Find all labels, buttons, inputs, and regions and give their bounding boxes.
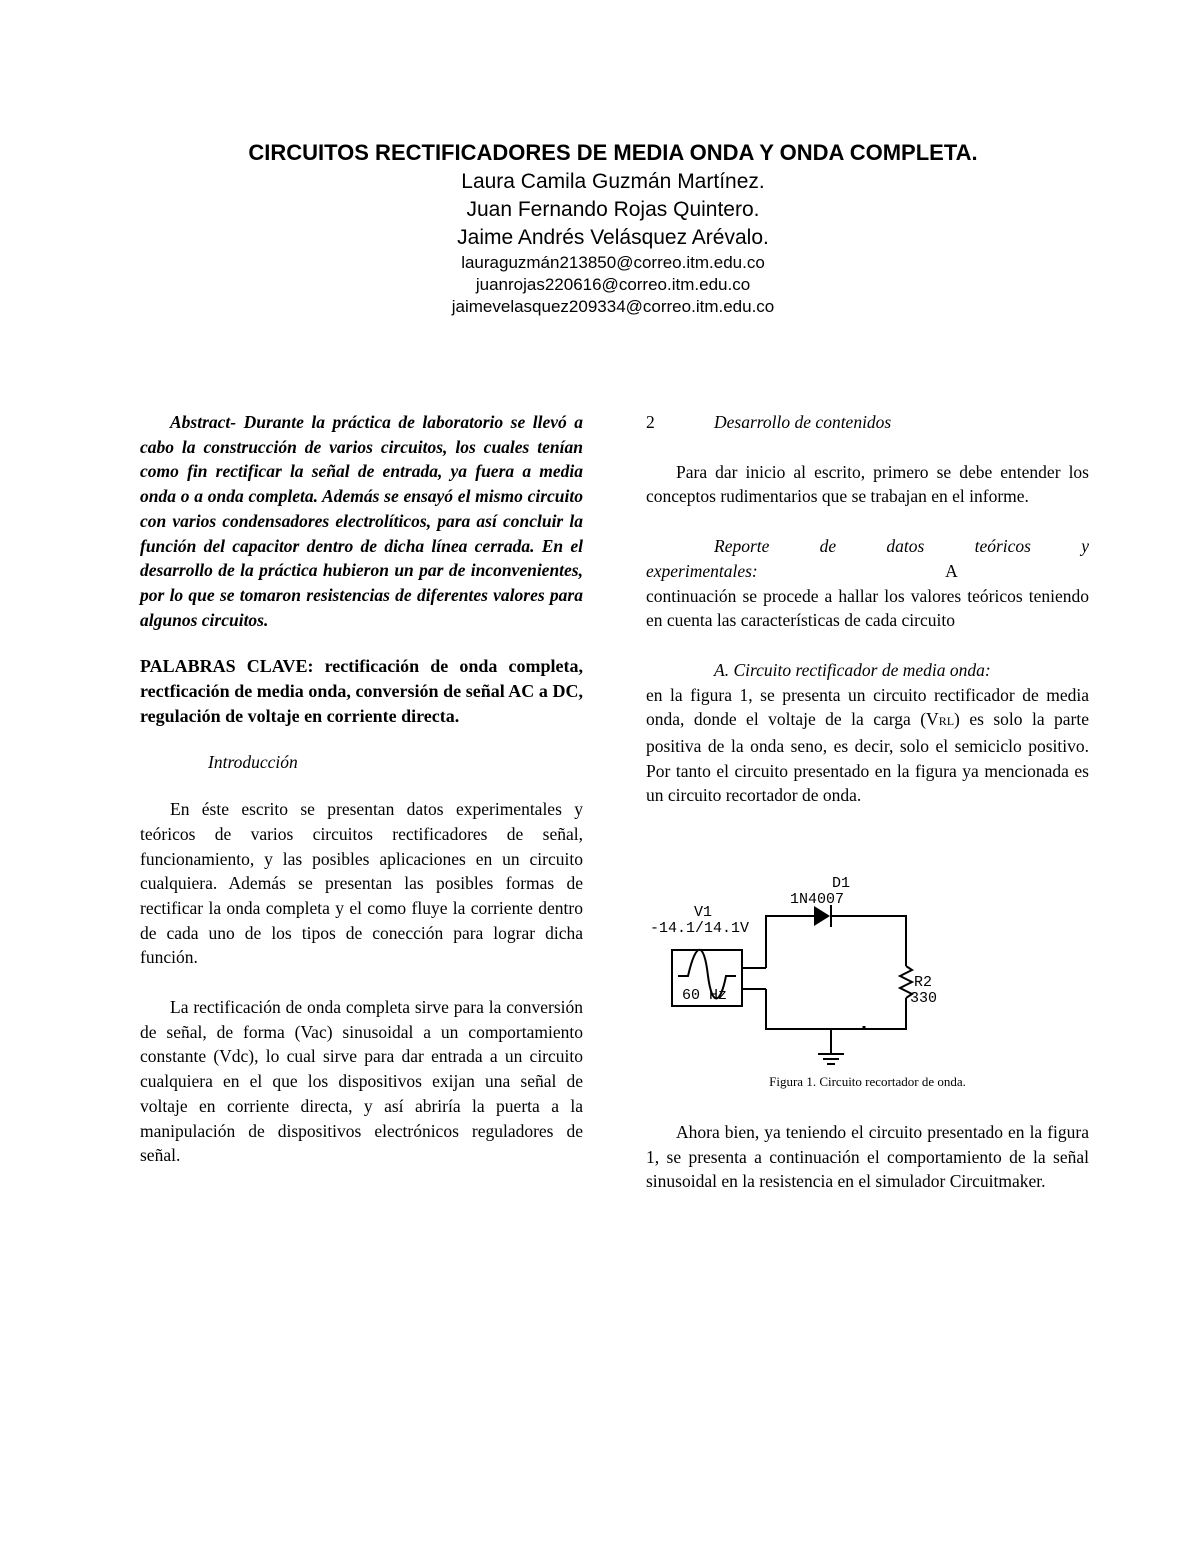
diode-icon	[814, 906, 830, 926]
source-frequency: 60 Hz	[682, 987, 728, 1005]
d1-value: 1N4007	[790, 891, 845, 909]
author-2: Juan Fernando Rojas Quintero.	[466, 198, 760, 221]
report-a: A	[945, 560, 958, 581]
paragraph-1: Para dar inicio al escrito, primero se debe entender los conceptos rudimentarios que se trabajan en el informe.	[646, 461, 1089, 507]
paper-title: CIRCUITOS RECTIFICADORES DE MEDIA ONDA Y ONDA COMPLETA.	[248, 140, 978, 165]
email-2: juanrojas220616@correo.itm.edu.co	[475, 275, 751, 294]
d1-label: D1	[832, 875, 851, 893]
v1-value: -14.1/14.1V	[650, 920, 750, 938]
v1-label: V1	[694, 904, 713, 922]
intro-heading: Introducción	[208, 752, 298, 773]
paper-header	[0, 138, 1200, 318]
left-column	[140, 410, 583, 1168]
paragraph-3: en la figura 1, se presenta un circuito rectificador de media onda, donde el voltaje de la carga (VRL) es solo la parte positiva de la onda seno, es decir, solo el semiciclo positivo. Por tanto el circuito presentado en la figura ya mencionada es un circuito recortador de onda.	[646, 684, 1090, 806]
email-1: lauraguzmán213850@correo.itm.edu.co	[461, 253, 765, 272]
resistor-icon	[900, 966, 912, 998]
keywords: PALABRAS CLAVE: rectificación de onda completa, rectficación de media onda, conversión de señal AC a DC, regulación de voltaje en corriente directa.	[140, 656, 583, 726]
r2-label: R2	[914, 974, 933, 992]
subsection-a-heading: A. Circuito rectificador de media onda:	[714, 659, 991, 680]
circuit-diagram	[646, 856, 1089, 1066]
section-2-heading	[646, 410, 1089, 435]
figure-1-caption: Figura 1. Circuito recortador de onda.	[769, 1074, 966, 1090]
section-number: 2	[646, 412, 655, 432]
author-3: Jaime Andrés Velásquez Arévalo.	[457, 226, 769, 249]
report-heading: Reporte de datos teóricos y	[714, 536, 1089, 557]
author-1: Laura Camila Guzmán Martínez.	[461, 170, 765, 193]
abstract: Abstract- Durante la práctica de laboratorio se llevó a cabo la construcción de varios circuitos, los cuales tenían como fin rectificar la señal de entrada, ya fuera a media onda o a onda completa. Además se ensayó el mismo circuito con varios condensadores electrolíticos, para así concluir la función del capacitor dentro de dicha línea cerrada. En el desarrollo de la práctica hubieron un par de inconvenientes, por lo que se tomaron resistencias de diferentes valores para algunos circuitos.	[140, 412, 583, 630]
figure-1-circuit	[646, 856, 1089, 1066]
email-3: jaimevelasquez209334@correo.itm.edu.co	[451, 297, 775, 316]
intro-paragraph-2: La rectificación de onda completa sirve para la conversión de señal, de forma (Vac) sinusoidal a un comportamiento constante (Vdc), lo cual sirve para dar entrada a un circuito cualquiera en el que los dispositivos exijan una señal de voltaje en corriente directa, y así abriría la puerta a la manipulación de dispositivos electrónicos reguladores de señal.	[140, 997, 583, 1166]
paragraph-2: continuación se procede a hallar los valores teóricos teniendo en cuenta las características de cada circuito	[646, 585, 1089, 631]
right-column	[646, 410, 1089, 1194]
r2-value: 330	[910, 990, 938, 1008]
paragraph-4: Ahora bien, ya teniendo el circuito presentado en la figura 1, se presenta a continuación el comportamiento de la señal sinusoidal en la resistencia en el simulador Circuitmaker.	[646, 1121, 1089, 1192]
intro-paragraph-1: En éste escrito se presentan datos experimentales y teóricos de varios circuitos rectificadores de señal, funcionamiento, y las posibles aplicaciones en un circuito cualquiera. Además se presentan las posibles formas de rectificar la onda completa y el como fluye la corriente dentro de cada uno de los tipos de conección para lograr dicha función.	[140, 799, 583, 968]
section-title: Desarrollo de contenidos	[714, 412, 892, 432]
report-heading-2: experimentales:	[646, 560, 758, 581]
report-heading-line-2	[646, 559, 1089, 584]
